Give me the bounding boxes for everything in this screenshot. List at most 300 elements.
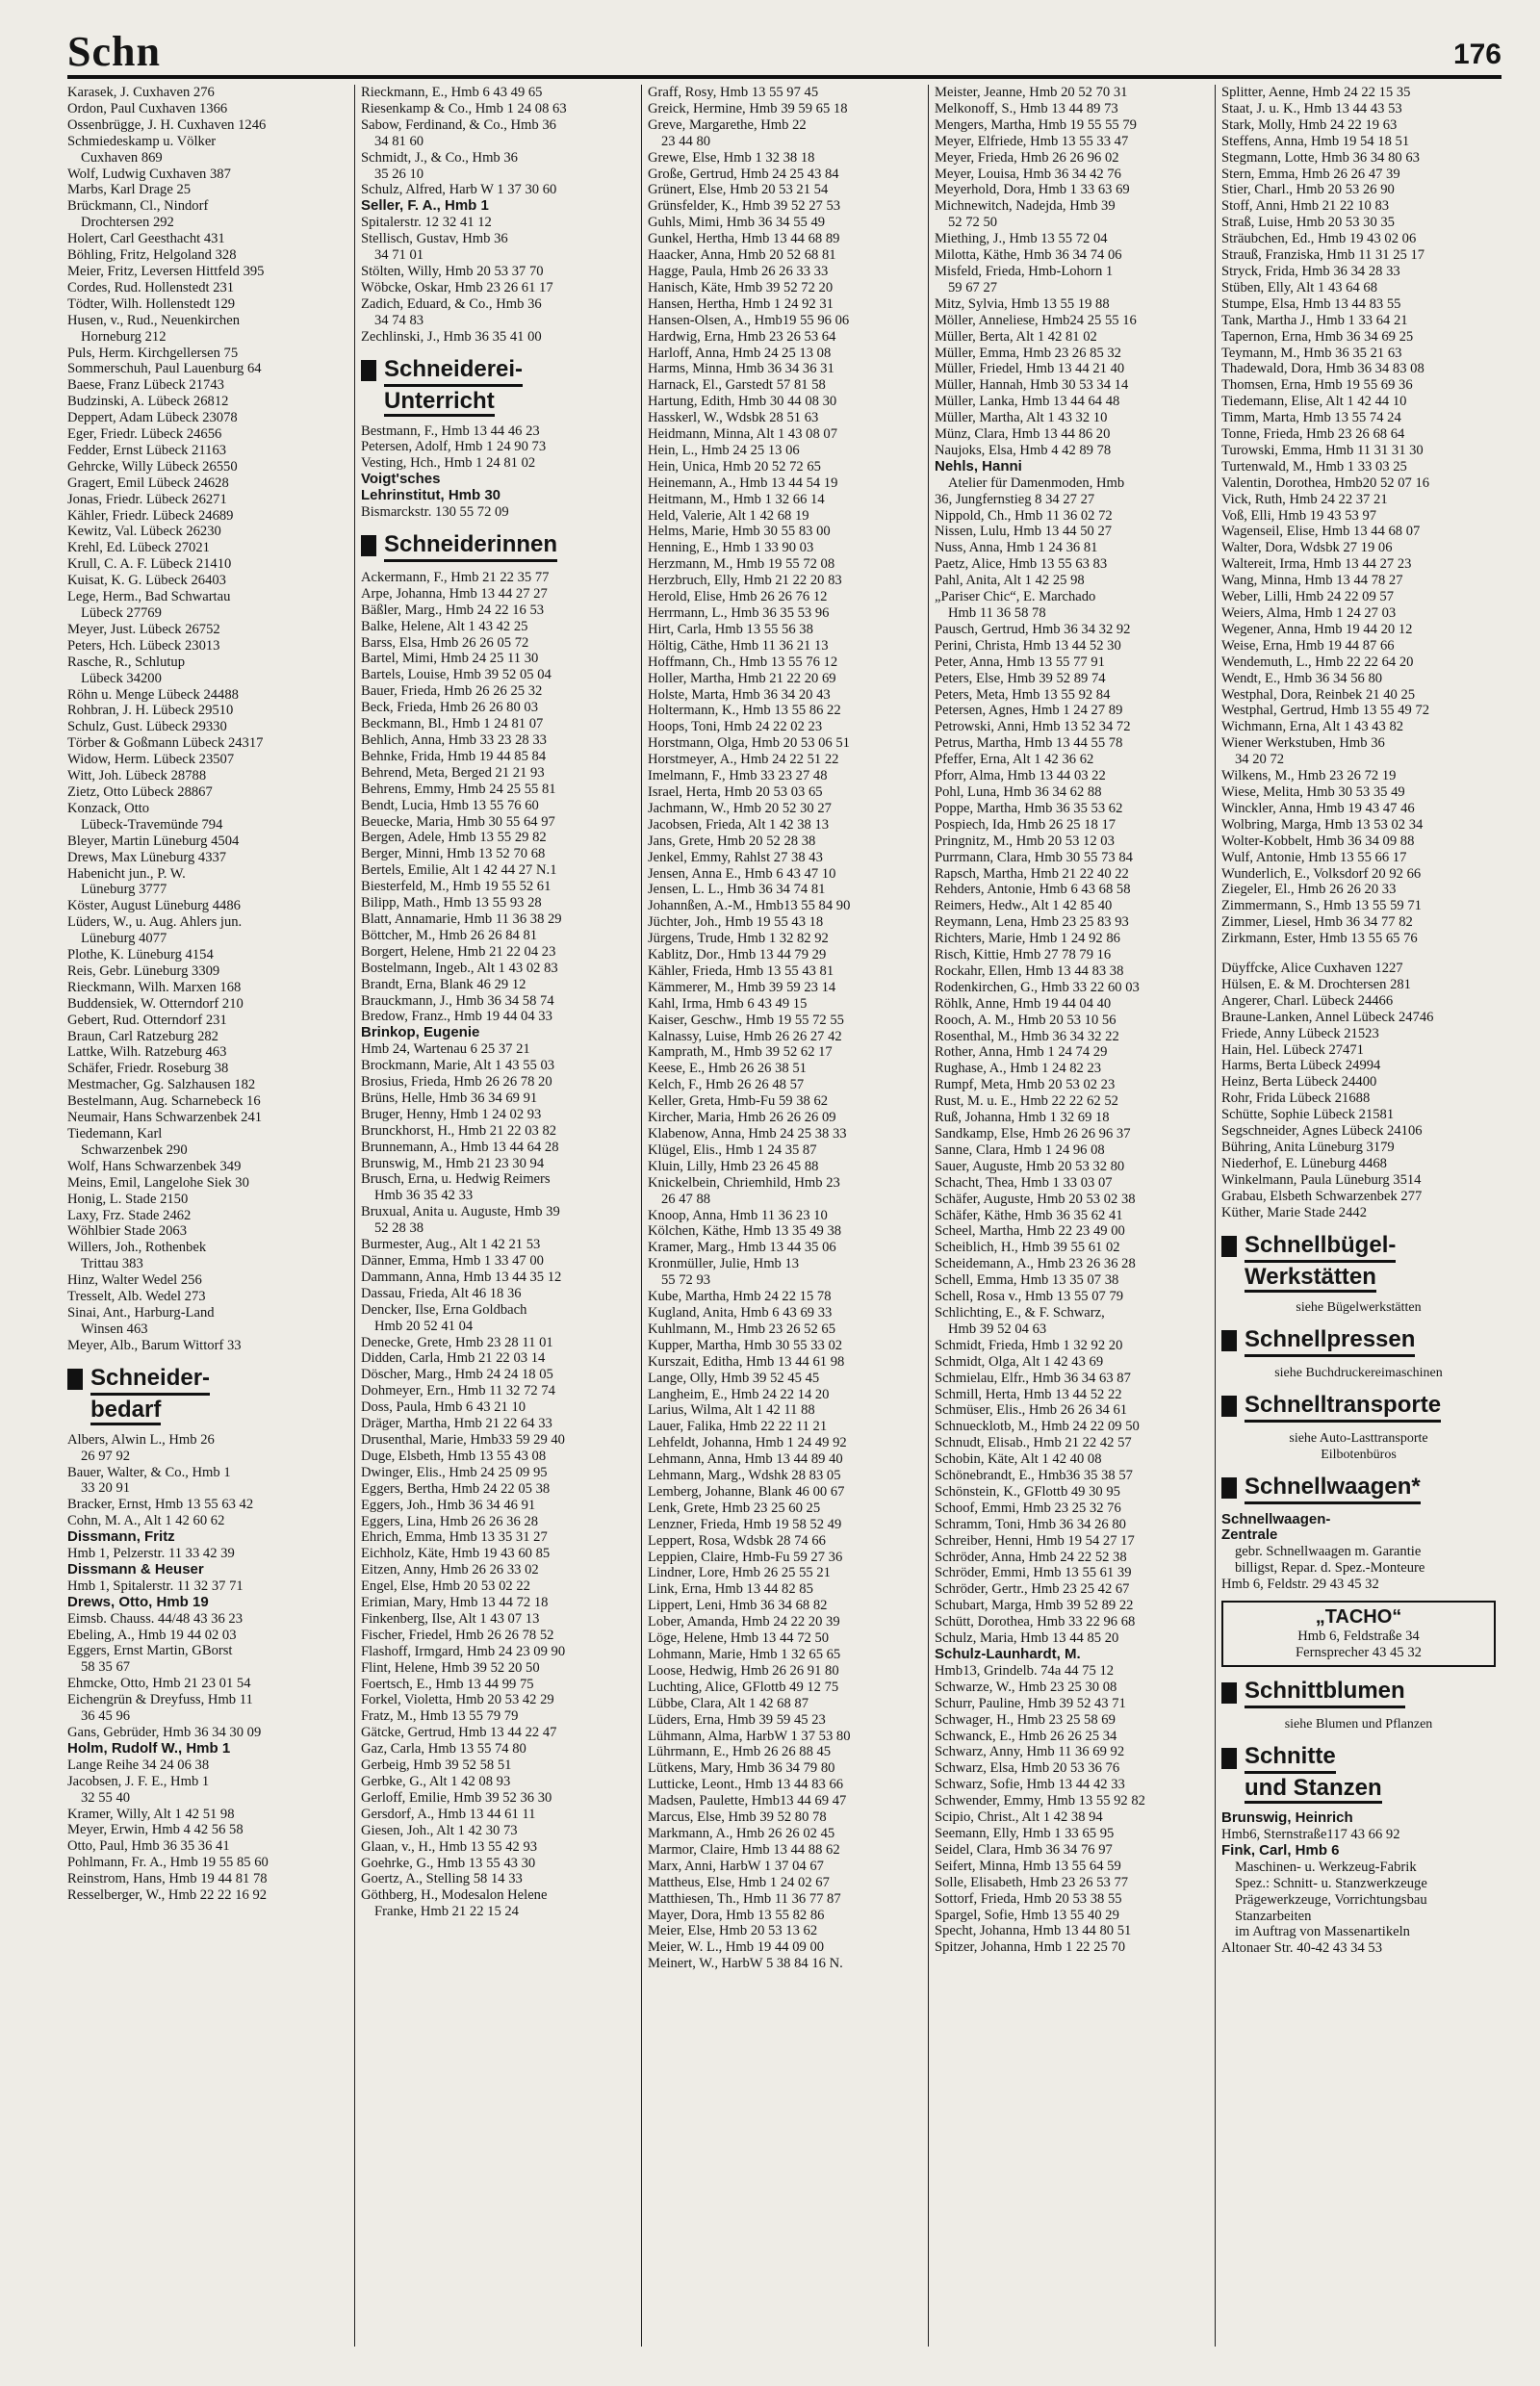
directory-entry: Müller, Emma, Hmb 23 26 85 32: [935, 345, 1121, 361]
section-title-line: [361, 387, 635, 416]
directory-entry: Reimers, Hedw., Alt 1 42 85 40: [935, 898, 1113, 914]
directory-entry: Wulf, Antonie, Hmb 13 55 66 17: [1221, 849, 1407, 865]
directory-entry: Hasskerl, W., Wdsbk 28 51 63: [648, 410, 819, 426]
directory-entry: Bleyer, Martin Lüneburg 4504: [67, 833, 240, 849]
directory-entry: Lauer, Falika, Hmb 22 22 11 21: [648, 1419, 828, 1435]
directory-entry: Hinz, Walter Wedel 256: [67, 1272, 202, 1289]
directory-entry: Mengers, Martha, Hmb 19 55 55 79: [935, 116, 1137, 133]
directory-entry: Lange, Olly, Hmb 39 52 45 45: [648, 1370, 820, 1386]
directory-entry: Hmb 24, Wartenau 6 25 37 21: [361, 1041, 530, 1058]
directory-entry: Brusch, Erna, u. Hedwig Reimers: [361, 1171, 551, 1188]
directory-entry: Meier, Fritz, Leversen Hittfeld 395: [67, 263, 265, 279]
section-title: Schneider-: [90, 1364, 210, 1396]
directory-entry: Gebert, Rud. Otterndorf 231: [67, 1012, 227, 1028]
bold-entry: Schulz-Launhardt, M.: [935, 1647, 1081, 1662]
directory-entry: Schlichting, E., & F. Schwarz,: [935, 1304, 1105, 1321]
directory-entry: Johannßen, A.-M., Hmb13 55 84 90: [648, 898, 851, 914]
directory-entry: Westphal, Dora, Reinbek 21 40 25: [1221, 686, 1416, 703]
directory-entry: Hmb 1, Spitalerstr. 11 32 37 71: [67, 1578, 244, 1594]
bold-entry: Seller, F. A., Hmb 1: [361, 198, 489, 215]
directory-entry: Gersdorf, A., Hmb 13 44 61 11: [361, 1806, 536, 1822]
directory-entry: Engel, Else, Hmb 20 53 02 22: [361, 1578, 530, 1595]
directory-entry: Kämmerer, M., Hmb 39 59 23 14: [648, 979, 836, 995]
section-title-cont: Werkstätten: [1245, 1264, 1376, 1293]
entry-continuation: Lüneburg 3777: [81, 882, 167, 898]
directory-entry: Sinai, Ant., Harburg-Land: [67, 1304, 215, 1321]
directory-entry: Straß, Luise, Hmb 20 53 30 35: [1221, 215, 1395, 231]
entry-continuation: 52 28 38: [374, 1220, 424, 1237]
directory-entry: Lenk, Grete, Hmb 23 25 60 25: [648, 1500, 821, 1516]
directory-entry: Kewitz, Val. Lübeck 26230: [67, 524, 221, 540]
directory-entry: Tresselt, Alb. Wedel 273: [67, 1289, 206, 1305]
directory-entry: Schreiber, Henni, Hmb 19 54 27 17: [935, 1532, 1135, 1549]
directory-entry: Böttcher, M., Hmb 26 26 84 81: [361, 927, 538, 943]
directory-entry: Müller, Berta, Alt 1 42 81 02: [935, 328, 1097, 345]
directory-entry: Wolter-Kobbelt, Hmb 36 34 09 88: [1221, 833, 1415, 849]
directory-entry: Schmüser, Elis., Hmb 26 26 34 61: [935, 1402, 1128, 1419]
directory-entry: Schramm, Toni, Hmb 36 34 26 80: [935, 1516, 1126, 1532]
directory-entry: Meins, Emil, Langelohe Siek 30: [67, 1174, 249, 1191]
directory-entry: Forkel, Violetta, Hmb 20 53 42 29: [361, 1692, 554, 1708]
directory-entry: Sandkamp, Else, Hmb 26 26 96 37: [935, 1126, 1131, 1142]
section-heading: [1221, 1325, 1496, 1357]
directory-entry: Witt, Joh. Lübeck 28788: [67, 768, 207, 784]
directory-entry: Gehrcke, Willy Lübeck 26550: [67, 458, 238, 475]
directory-entry: Meier, Else, Hmb 20 53 13 62: [648, 1923, 818, 1939]
section-title: Schnelltransporte: [1245, 1391, 1441, 1423]
directory-entry: Lemberg, Johanne, Blank 46 00 67: [648, 1483, 845, 1500]
directory-entry: Behrens, Emmy, Hmb 24 25 55 81: [361, 781, 556, 797]
directory-entry: Harms, Berta Lübeck 24994: [1221, 1058, 1381, 1074]
entry-continuation: Lübeck-Travemünde 794: [81, 816, 223, 833]
directory-entry: Beckmann, Bl., Hmb 1 24 81 07: [361, 716, 544, 732]
directory-entry: Matthiesen, Th., Hmb 11 36 77 87: [648, 1890, 841, 1907]
directory-entry: Meyer, Elfriede, Hmb 13 55 33 47: [935, 133, 1129, 149]
directory-entry: Jacobsen, J. F. E., Hmb 1: [67, 1773, 210, 1789]
directory-entry: Kupper, Martha, Hmb 30 55 33 02: [648, 1337, 843, 1353]
directory-entry: Bauer, Frieda, Hmb 26 26 25 32: [361, 683, 543, 700]
directory-entry: Tiedemann, Elise, Alt 1 42 44 10: [1221, 394, 1407, 410]
directory-entry: Zietz, Otto Lübeck 28867: [67, 783, 213, 800]
directory-entry: Münz, Clara, Hmb 13 44 86 20: [935, 426, 1111, 443]
directory-entry: Beuecke, Maria, Hmb 30 55 64 97: [361, 813, 555, 830]
directory-entry: Stern, Emma, Hmb 26 26 47 39: [1221, 166, 1400, 182]
directory-entry: Döscher, Marg., Hmb 24 24 18 05: [361, 1367, 553, 1383]
directory-entry: Guhls, Mimi, Hmb 36 34 55 49: [648, 215, 826, 231]
directory-entry: Rooch, A. M., Hmb 20 53 10 56: [935, 1012, 1116, 1028]
directory-entry: Wunderlich, E., Volksdorf 20 92 66: [1221, 865, 1422, 882]
directory-entry: Blatt, Annamarie, Hmb 11 36 38 29: [361, 911, 562, 927]
directory-entry: Pospiech, Ida, Hmb 26 25 18 17: [935, 816, 1116, 833]
entry-continuation: 23 44 80: [661, 133, 711, 149]
entry-continuation: 33 20 91: [81, 1480, 131, 1497]
directory-entry: Sabow, Ferdinand, & Co., Hmb 36: [361, 116, 556, 133]
directory-entry: Holert, Carl Geesthacht 431: [67, 231, 225, 247]
directory-entry: Schäfer, Käthe, Hmb 36 35 62 41: [935, 1207, 1123, 1223]
section-title-line: [1221, 1742, 1496, 1774]
directory-entry: Schmiedeskamp u. Völker: [67, 133, 217, 149]
bold-entry: Dissmann & Heuser: [67, 1561, 204, 1578]
directory-entry: Kluin, Lilly, Hmb 23 26 45 88: [648, 1158, 819, 1174]
directory-entry: Konzack, Otto: [67, 800, 150, 816]
directory-entry: Peters, Hch. Lübeck 23013: [67, 637, 220, 654]
column-1: [67, 85, 354, 2347]
directory-entry: Seifert, Minna, Hmb 13 55 64 59: [935, 1858, 1121, 1874]
directory-entry: Graff, Rosy, Hmb 13 55 97 45: [648, 85, 819, 100]
directory-entry: Meister, Jeanne, Hmb 20 52 70 31: [935, 85, 1128, 100]
entry-continuation: Trittau 383: [81, 1256, 143, 1272]
directory-entry: Müller, Hannah, Hmb 30 53 34 14: [935, 377, 1129, 394]
bold-entry: Dissmann, Fritz: [67, 1529, 175, 1546]
section-title-line: [1221, 1391, 1496, 1423]
section-title-line: [1221, 1325, 1496, 1357]
directory-entry: Segschneider, Agnes Lübeck 24106: [1221, 1123, 1423, 1140]
directory-entry: Reinstrom, Hans, Hmb 19 44 81 78: [67, 1871, 268, 1887]
directory-entry: Milotta, Käthe, Hmb 36 34 74 06: [935, 247, 1122, 264]
directory-entry: 36, Jungfernstieg 8 34 27 27: [935, 491, 1095, 507]
directory-entry: Sanne, Clara, Hmb 1 24 96 08: [935, 1142, 1105, 1158]
directory-entry: Stoff, Anni, Hmb 21 22 10 83: [1221, 198, 1390, 215]
directory-entry: Knickelbein, Chriemhild, Hmb 23: [648, 1174, 840, 1191]
directory-entry: Habenicht jun., P. W.: [67, 865, 186, 882]
directory-entry: Stryck, Frida, Hmb 36 34 28 33: [1221, 263, 1400, 279]
directory-entry: Hmb6, Sternstraße117 43 66 92: [1221, 1826, 1400, 1842]
directory-entry: Staat, J. u. K., Hmb 13 44 43 53: [1221, 100, 1402, 116]
directory-entry: Resselberger, W., Hmb 22 22 16 92: [67, 1887, 268, 1904]
entry-continuation: Franke, Hmb 21 22 15 24: [374, 1904, 519, 1920]
directory-entry: Brandt, Erna, Blank 46 29 12: [361, 976, 526, 992]
directory-entry: Meyerhold, Dora, Hmb 1 33 63 69: [935, 182, 1130, 198]
directory-entry: Weise, Erna, Hmb 19 44 87 66: [1221, 637, 1395, 654]
section-title-line: [361, 530, 635, 562]
directory-entry: Steffens, Anna, Hmb 19 54 18 51: [1221, 133, 1410, 149]
directory-entry: Riesenkamp & Co., Hmb 1 24 08 63: [361, 100, 567, 116]
directory-entry: Seemann, Elly, Hmb 1 33 65 95: [935, 1825, 1115, 1841]
directory-entry: Eimsb. Chauss. 44/48 43 36 23: [67, 1610, 244, 1627]
directory-entry: Lippert, Leni, Hmb 36 34 68 82: [648, 1598, 828, 1614]
directory-entry: Pohl, Luna, Hmb 36 34 62 88: [935, 783, 1102, 800]
directory-entry: Rockahr, Ellen, Hmb 13 44 83 38: [935, 962, 1124, 979]
directory-entry: Horstmann, Olga, Hmb 20 53 06 51: [648, 735, 850, 752]
directory-entry: Eggers, Bertha, Hmb 24 22 05 38: [361, 1480, 551, 1497]
directory-entry: Harms, Minna, Hmb 36 34 36 31: [648, 361, 834, 377]
directory-entry: Hmb 1, Pelzerstr. 11 33 42 39: [67, 1546, 235, 1562]
directory-entry: Rughase, A., Hmb 1 24 82 23: [935, 1061, 1102, 1077]
directory-entry: Denecke, Grete, Hmb 23 28 11 01: [361, 1334, 553, 1350]
directory-entry: Wang, Minna, Hmb 13 44 78 27: [1221, 573, 1403, 589]
directory-entry: Tödter, Wilh. Hollenstedt 129: [67, 295, 236, 312]
section-heading: [1221, 1473, 1496, 1504]
section-title-line: [1221, 1774, 1496, 1803]
directory-entry: Lüders, W., u. Aug. Ahlers jun.: [67, 914, 243, 931]
directory-entry: Tonne, Frieda, Hmb 23 26 68 64: [1221, 426, 1405, 443]
directory-entry: Vesting, Hch., Hmb 1 24 81 02: [361, 455, 536, 472]
directory-entry: Buddensiek, W. Otterndorf 210: [67, 995, 244, 1012]
advert-line: Fernsprecher 43 45 32: [1296, 1645, 1422, 1661]
directory-entry: Puls, Herm. Kirchgellersen 75: [67, 345, 239, 361]
bold-entry: Drews, Otto, Hmb 19: [67, 1594, 209, 1610]
directory-entry: Behlich, Anna, Hmb 33 23 28 33: [361, 732, 547, 748]
directory-entry: Bilipp, Math., Hmb 13 55 93 28: [361, 895, 542, 911]
entry-continuation: Lüneburg 4077: [81, 931, 167, 947]
entry-continuation: 32 55 40: [81, 1789, 131, 1806]
directory-entry: Luchting, Alice, GFlottb 49 12 75: [648, 1679, 839, 1695]
directory-entry: Rohbran, J. H. Lübeck 29510: [67, 703, 234, 719]
directory-entry: Teymann, M., Hmb 36 35 21 63: [1221, 345, 1402, 361]
section-title-line: [1221, 1473, 1496, 1504]
directory-entry: Meier, W. L., Hmb 19 44 09 00: [648, 1939, 825, 1956]
directory-entry: Kahl, Irma, Hmb 6 43 49 15: [648, 995, 808, 1012]
bold-entry: Holm, Rudolf W., Hmb 1: [67, 1740, 231, 1757]
directory-entry: Helms, Marie, Hmb 30 55 83 00: [648, 524, 831, 540]
directory-entry: Goehrke, G., Hmb 13 55 43 30: [361, 1855, 536, 1871]
directory-entry: Bertels, Emilie, Alt 1 42 44 27 N.1: [361, 862, 557, 879]
directory-entry: Beck, Frieda, Hmb 26 26 80 03: [361, 700, 539, 716]
directory-entry: Barss, Elsa, Hmb 26 26 05 72: [361, 634, 529, 651]
directory-page: [67, 27, 1502, 2356]
directory-entry: Peters, Meta, Hmb 13 55 92 84: [935, 686, 1111, 703]
directory-entry: Biesterfeld, M., Hmb 19 55 52 61: [361, 879, 552, 895]
directory-entry: Gätcke, Gertrud, Hmb 13 44 22 47: [361, 1725, 557, 1741]
entry-continuation: Lübeck 34200: [81, 670, 162, 686]
directory-entry: Marx, Anni, HarbW 1 37 04 67: [648, 1858, 824, 1874]
directory-entry: Held, Valerie, Alt 1 42 68 19: [648, 507, 809, 524]
directory-entry: Bäßler, Marg., Hmb 24 22 16 53: [361, 602, 545, 618]
directory-entry: Strauß, Franziska, Hmb 11 31 25 17: [1221, 247, 1425, 264]
directory-entry: Scipio, Christ., Alt 1 42 38 94: [935, 1809, 1103, 1826]
entry-continuation: Drochtersen 292: [81, 215, 174, 231]
directory-entry: Petersen, Agnes, Hmb 1 24 27 89: [935, 703, 1123, 719]
directory-entry: Klügel, Elis., Hmb 1 24 35 87: [648, 1142, 817, 1158]
directory-entry: Imelmann, F., Hmb 33 23 27 48: [648, 768, 828, 784]
directory-entry: Behnke, Frida, Hmb 19 44 85 84: [361, 748, 547, 764]
directory-entry: Dammann, Anna, Hmb 13 44 35 12: [361, 1269, 562, 1285]
directory-entry: Ehrich, Emma, Hmb 13 35 31 27: [361, 1529, 548, 1546]
directory-entry: Stark, Molly, Hmb 24 22 19 63: [1221, 116, 1398, 133]
square-bullet-icon: [361, 535, 376, 556]
directory-entry: Schmielau, Elfr., Hmb 36 34 63 87: [935, 1370, 1131, 1386]
entry-continuation: Schwarzenbek 290: [81, 1142, 188, 1158]
directory-entry: Heinz, Berta Lübeck 24400: [1221, 1074, 1377, 1090]
directory-entry: Ordon, Paul Cuxhaven 1366: [67, 100, 228, 116]
directory-entry: Turowski, Emma, Hmb 11 31 31 30: [1221, 442, 1424, 458]
directory-entry: Ehmcke, Otto, Hmb 21 23 01 54: [67, 1676, 251, 1692]
directory-entry: Goertz, A., Stelling 58 14 33: [361, 1871, 523, 1887]
directory-entry: Schönebrandt, E., Hmb36 35 38 57: [935, 1468, 1133, 1484]
directory-entry: Bracker, Ernst, Hmb 13 55 63 42: [67, 1497, 254, 1513]
directory-entry: Marbs, Karl Drage 25: [67, 182, 192, 198]
directory-entry: Gaz, Carla, Hmb 13 55 74 80: [361, 1741, 526, 1757]
directory-entry: Herrmann, L., Hmb 36 35 53 96: [648, 605, 830, 621]
directory-entry: Schnuecklotb, M., Hmb 24 22 09 50: [935, 1419, 1140, 1435]
directory-entry: Lange Reihe 34 24 06 38: [67, 1757, 210, 1773]
directory-entry: Ossenbrügge, J. H. Cuxhaven 1246: [67, 116, 267, 133]
directory-entry: Müller, Lanka, Hmb 13 44 64 48: [935, 394, 1120, 410]
directory-entry: Kramer, Willy, Alt 1 42 51 98: [67, 1806, 235, 1822]
directory-entry: Möller, Anneliese, Hmb24 25 55 16: [935, 312, 1137, 328]
directory-entry: Tank, Martha J., Hmb 1 33 64 21: [1221, 312, 1408, 328]
directory-entry: Schwarze, W., Hmb 23 25 30 08: [935, 1679, 1117, 1695]
cross-reference: siehe Auto-Lasttransporte: [1289, 1430, 1428, 1446]
directory-entry: Jonas, Friedr. Lübeck 26271: [67, 491, 227, 507]
directory-entry: Stüben, Elly, Alt 1 43 64 68: [1221, 279, 1378, 295]
directory-entry: Hmb13, Grindelb. 74a 44 75 12: [935, 1662, 1115, 1679]
directory-entry: „Pariser Chic“, E. Marchado: [935, 589, 1096, 605]
directory-entry: Törber & Goßmann Lübeck 24317: [67, 735, 264, 752]
directory-entry: Bredow, Franz., Hmb 19 44 04 33: [361, 1009, 552, 1025]
directory-entry: Küther, Marie Stade 2442: [1221, 1204, 1367, 1220]
directory-entry: Hansen-Olsen, A., Hmb19 55 96 06: [648, 312, 850, 328]
directory-entry: Kähler, Frieda, Hmb 13 55 43 81: [648, 962, 834, 979]
directory-entry: Spitalerstr. 12 32 41 12: [361, 215, 492, 231]
directory-entry: Nippold, Ch., Hmb 11 36 02 72: [935, 507, 1113, 524]
directory-entry: Pohlmann, Fr. A., Hmb 19 55 85 60: [67, 1855, 269, 1871]
directory-entry: Bruger, Henny, Hmb 1 24 02 93: [361, 1106, 542, 1122]
directory-entry: Göthberg, H., Modesalon Helene: [361, 1887, 548, 1904]
directory-entry: Husen, v., Rud., Neuenkirchen: [67, 312, 241, 328]
directory-entry: Leppien, Claire, Hmb-Fu 59 27 36: [648, 1549, 843, 1565]
square-bullet-icon: [361, 360, 376, 381]
directory-entry: Kircher, Maria, Hmb 26 26 26 09: [648, 1110, 836, 1126]
directory-entry: Lehfeldt, Johanna, Hmb 1 24 49 92: [648, 1435, 847, 1451]
square-bullet-icon: [1221, 1236, 1237, 1257]
directory-entry: Schulz, Gust. Lübeck 29330: [67, 719, 227, 735]
entry-continuation: 26 97 92: [81, 1448, 131, 1464]
directory-entry: Peter, Anna, Hmb 13 55 77 91: [935, 654, 1105, 670]
directory-entry: Kaiser, Geschw., Hmb 19 55 72 55: [648, 1012, 844, 1028]
directory-entry: Löge, Helene, Hmb 13 44 72 50: [648, 1630, 830, 1647]
directory-entry: Petrowski, Anni, Hmb 13 52 34 72: [935, 719, 1131, 735]
directory-entry: Schröder, Anna, Hmb 24 22 52 38: [935, 1549, 1127, 1565]
directory-entry: Kablitz, Dor., Hmb 13 44 79 29: [648, 947, 827, 963]
directory-entry: Fischer, Friedel, Hmb 26 26 78 52: [361, 1627, 554, 1643]
directory-entry: Bostelmann, Ingeb., Alt 1 43 02 83: [361, 960, 558, 976]
directory-entry: Giesen, Joh., Alt 1 42 30 73: [361, 1822, 518, 1838]
directory-entry: Hirt, Carla, Hmb 13 55 56 38: [648, 621, 813, 637]
directory-entry: Langheim, E., Hmb 24 22 14 20: [648, 1386, 830, 1402]
directory-entry: Lehmann, Marg., Wdshk 28 83 05: [648, 1468, 841, 1484]
directory-entry: Finkenberg, Ilse, Alt 1 43 07 13: [361, 1610, 540, 1627]
directory-entry: Ruß, Johanna, Hmb 1 32 69 18: [935, 1110, 1110, 1126]
directory-entry: Große, Gertrud, Hmb 24 25 43 84: [648, 166, 839, 182]
directory-entry: Spitzer, Johanna, Hmb 1 22 25 70: [935, 1939, 1126, 1956]
directory-entry: Kamprath, M., Hmb 39 52 62 17: [648, 1044, 833, 1061]
square-bullet-icon: [67, 1369, 83, 1390]
directory-entry: Holler, Martha, Hmb 21 22 20 69: [648, 670, 836, 686]
entry-continuation: 34 71 01: [374, 247, 424, 264]
entry-continuation: gebr. Schnellwaagen m. Garantie: [1235, 1544, 1422, 1560]
directory-entry: Solle, Elisabeth, Hmb 23 26 53 77: [935, 1874, 1129, 1890]
directory-entry: Kugland, Anita, Hmb 6 43 69 33: [648, 1304, 833, 1321]
section-title: Schnellwaagen*: [1245, 1473, 1421, 1504]
directory-entry: Karasek, J. Cuxhaven 276: [67, 85, 215, 100]
directory-entry: Flint, Helene, Hmb 39 52 20 50: [361, 1659, 540, 1676]
directory-entry: Brockmann, Marie, Alt 1 43 55 03: [361, 1058, 555, 1074]
directory-entry: Erimian, Mary, Hmb 13 44 72 18: [361, 1595, 549, 1611]
directory-entry: Jüchter, Joh., Hmb 19 55 43 18: [648, 914, 824, 931]
directory-entry: Hain, Hel. Lübeck 27471: [1221, 1041, 1364, 1058]
directory-entry: Hagge, Paula, Hmb 26 26 33 33: [648, 263, 829, 279]
directory-entry: Stölten, Willy, Hmb 20 53 37 70: [361, 263, 544, 279]
section-heading: [1221, 1231, 1496, 1292]
directory-entry: Meyer, Frieda, Hmb 26 26 96 02: [935, 149, 1119, 166]
directory-entry: Cohn, M. A., Alt 1 42 60 62: [67, 1513, 225, 1529]
directory-entry: Grünsfelder, K., Hmb 39 52 27 53: [648, 198, 841, 215]
directory-entry: Peters, Else, Hmb 39 52 89 74: [935, 670, 1106, 686]
directory-entry: Hansen, Hertha, Hmb 1 24 92 31: [648, 295, 834, 312]
directory-entry: Meyer, Just. Lübeck 26752: [67, 621, 220, 637]
directory-entry: Reymann, Lena, Hmb 23 25 83 93: [935, 914, 1129, 931]
directory-entry: Klabenow, Anna, Hmb 24 25 38 33: [648, 1126, 847, 1142]
directory-entry: Schwarz, Sofie, Hmb 13 44 42 33: [935, 1777, 1125, 1793]
directory-entry: Wichmann, Erna, Alt 1 43 43 82: [1221, 719, 1404, 735]
directory-entry: Weber, Lilli, Hmb 24 22 09 57: [1221, 589, 1395, 605]
directory-entry: Heidmann, Minna, Alt 1 43 08 07: [648, 426, 838, 443]
directory-entry: Rehders, Antonie, Hmb 6 43 68 58: [935, 882, 1131, 898]
cross-reference: siehe Bügelwerkstätten: [1296, 1299, 1422, 1315]
directory-entry: Rust, M. u. E., Hmb 22 22 62 52: [935, 1093, 1118, 1110]
entry-continuation: Horneburg 212: [81, 328, 167, 345]
directory-entry: Meyer, Erwin, Hmb 4 42 56 58: [67, 1822, 244, 1838]
directory-entry: Link, Erna, Hmb 13 44 82 85: [648, 1581, 813, 1598]
directory-entry: Wegener, Anna, Hmb 19 44 20 12: [1221, 621, 1413, 637]
column-4: [928, 85, 1215, 2347]
directory-entry: Winkelmann, Paula Lüneburg 3514: [1221, 1171, 1422, 1188]
directory-entry: Schmidt, Frieda, Hmb 1 32 92 20: [935, 1337, 1123, 1353]
columns: [67, 85, 1502, 2347]
directory-entry: Hoops, Toni, Hmb 24 22 02 23: [648, 719, 823, 735]
directory-entry: Fedder, Ernst Lübeck 21163: [67, 442, 227, 458]
entry-continuation: Cuxhaven 869: [81, 149, 163, 166]
directory-entry: Deppert, Adam Lübeck 23078: [67, 410, 238, 426]
directory-entry: Mitz, Sylvia, Hmb 13 55 19 88: [935, 295, 1110, 312]
directory-entry: Weiers, Alma, Hmb 1 24 27 03: [1221, 605, 1397, 621]
bold-entry: Voigt'sches: [361, 472, 441, 488]
directory-entry: Hein, Unica, Hmb 20 52 72 65: [648, 458, 821, 475]
directory-entry: Nuss, Anna, Hmb 1 24 36 81: [935, 540, 1098, 556]
entry-continuation: Hmb 39 52 04 63: [948, 1321, 1047, 1337]
directory-entry: Loose, Hedwig, Hmb 26 26 91 80: [648, 1662, 839, 1679]
directory-entry: Sottorf, Frieda, Hmb 20 53 38 55: [935, 1890, 1122, 1907]
directory-entry: Niederhof, E. Lüneburg 4468: [1221, 1155, 1387, 1171]
directory-entry: Dräger, Martha, Hmb 21 22 64 33: [361, 1416, 552, 1432]
bold-entry: Brinkop, Eugenie: [361, 1025, 480, 1041]
directory-entry: Schoof, Emmi, Hmb 23 25 32 76: [935, 1500, 1121, 1516]
directory-entry: Lutticke, Leont., Hmb 13 44 83 66: [648, 1777, 844, 1793]
directory-entry: Zimmer, Liesel, Hmb 36 34 77 82: [1221, 914, 1413, 931]
square-bullet-icon: [1221, 1477, 1237, 1499]
directory-entry: Wöbcke, Oskar, Hmb 23 26 61 17: [361, 279, 553, 295]
entry-continuation: 35 26 10: [374, 166, 424, 182]
section-title: Schneiderinnen: [384, 530, 557, 562]
directory-entry: Brunnemann, A., Hmb 13 44 64 28: [361, 1139, 559, 1155]
directory-entry: Greick, Hermine, Hmb 39 59 65 18: [648, 100, 848, 116]
directory-entry: Specht, Johanna, Hmb 13 44 80 51: [935, 1923, 1132, 1939]
directory-entry: Thadewald, Dora, Hmb 36 34 83 08: [1221, 361, 1424, 377]
directory-entry: Rieckmann, Wilh. Marxen 168: [67, 979, 242, 995]
directory-entry: Schubart, Marga, Hmb 39 52 89 22: [935, 1598, 1134, 1614]
directory-entry: Kähler, Friedr. Lübeck 24689: [67, 507, 234, 524]
directory-entry: Risch, Kittie, Hmb 27 78 79 16: [935, 947, 1112, 963]
directory-entry: Pahl, Anita, Alt 1 42 25 98: [935, 573, 1085, 589]
directory-entry: Schäfer, Friedr. Roseburg 38: [67, 1061, 229, 1077]
directory-entry: Bühring, Anita Lüneburg 3179: [1221, 1140, 1395, 1155]
directory-entry: Stellisch, Gustav, Hmb 36: [361, 231, 508, 247]
directory-entry: Rapsch, Martha, Hmb 21 22 40 22: [935, 865, 1129, 882]
directory-entry: Heitmann, M., Hmb 1 32 66 14: [648, 491, 825, 507]
directory-entry: Gunkel, Hertha, Hmb 13 44 68 89: [648, 231, 840, 247]
directory-entry: Dwinger, Elis., Hmb 24 25 09 95: [361, 1464, 548, 1480]
